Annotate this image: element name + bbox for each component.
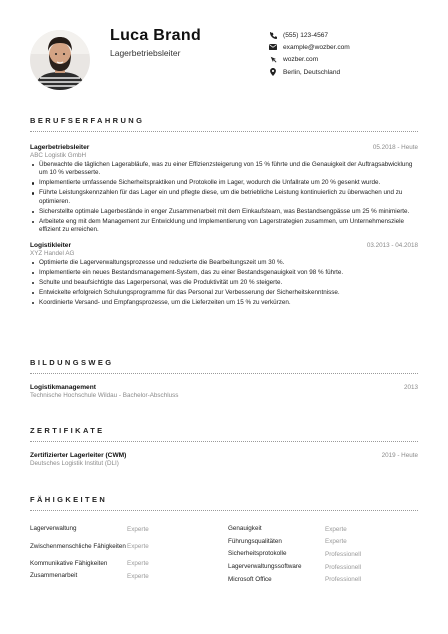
- skill-item: [30, 558, 210, 571]
- skill-name: Zusammenarbeit: [30, 572, 78, 580]
- skill-level: Experte: [127, 525, 149, 533]
- skill-item: [228, 548, 408, 561]
- job-bullet: Schulte und beaufsichtigte das Lagerpersonal, was die Produktivität um 20 % steigerte.: [30, 279, 418, 287]
- skill-level: Experte: [127, 543, 149, 551]
- job-bullets: [30, 259, 418, 307]
- skill-level: Professionell: [325, 550, 362, 558]
- job-dates: 05.2018 - Heute: [372, 144, 418, 151]
- skill-name: Genauigkeit: [228, 525, 262, 533]
- skill-name: Sicherheitsprotokolle: [228, 550, 287, 558]
- skill-level: Experte: [127, 560, 149, 568]
- certificate-issuer: Deutsches Logistik Institut (DLI): [30, 460, 119, 467]
- job-bullet: Führte Leistungskennzahlen für das Lager ein und pflegte diese, um die betriebliche Leistung kontinuierlich zu überwachen und zu optimieren.: [30, 189, 418, 206]
- job-title: Lagerbetriebsleiter: [30, 144, 90, 151]
- skill-item: [228, 523, 408, 536]
- certificates-heading: ZERTIFIKATE: [30, 426, 105, 435]
- job-dates: 03.2013 - 04.2018: [366, 241, 418, 249]
- education-heading: BILDUNGSWEG: [30, 358, 114, 367]
- job-bullet: Implementierte umfassende Sicherheitspraktiken und Protokolle im Lager, wodurch die Unfallrate um 20 % gesenkt wurde.: [30, 179, 418, 187]
- job-bullets: [30, 161, 418, 235]
- certificate-dates: 2019 - Heute: [381, 452, 418, 459]
- job-bullet: Entwickelte erfolgreich Schulungsprogramme für das Personal zur Verbesserung der Sicherheitskenntnisse.: [30, 289, 418, 297]
- skill-level: Experte: [127, 572, 149, 580]
- link-icon: [269, 56, 277, 64]
- section-divider: [30, 131, 418, 132]
- candidate-title: Lagerbetriebsleiter: [110, 48, 181, 58]
- contact-phone-text: (555) 123-4567: [283, 31, 329, 39]
- job-company: ABC Logistik GmbH: [30, 152, 86, 159]
- contact-website-text: wozber.com: [283, 56, 319, 64]
- job-company: XYZ Handel AG: [30, 249, 75, 257]
- skill-item: [228, 573, 408, 586]
- job-bullet: Implementierte ein neues Bestandsmanagement-System, das zu einer Bestandsgenauigkeit von 98 % führte.: [30, 269, 418, 277]
- education-institution: Technische Hochschule Wildau - Bachelor-Abschluss: [30, 392, 179, 399]
- skill-name: Microsoft Office: [228, 575, 272, 583]
- skills-heading: FÄHIGKEITEN: [30, 495, 108, 504]
- skill-item: [30, 570, 210, 583]
- education-title: Logistikmanagement: [30, 384, 96, 391]
- skill-level: Professionell: [325, 563, 362, 571]
- skill-level: Professionell: [325, 576, 362, 584]
- education-dates: 2013: [403, 384, 418, 391]
- contact-email[interactable]: [269, 41, 350, 53]
- skill-item: [228, 561, 408, 574]
- skill-name: Zwischenmenschliche Fähigkeiten: [30, 542, 126, 550]
- job-bullet: Koordinierte Versand- und Empfangsprozesse, um die Lieferzeiten um 15 % zu verkürzen.: [30, 299, 418, 307]
- job-bullet: Überwachte die täglichen Lagerabläufe, was zu einer Effizienzsteigerung von 15 % führte und die Genauigkeit der Auftragsabwicklung um 10 % verbesserte.: [30, 161, 418, 178]
- contact-email-text: example@wozber.com: [283, 43, 350, 51]
- skill-name: Lagerverwaltung: [30, 525, 77, 533]
- contact-location-text: Berlin, Deutschland: [283, 68, 341, 76]
- education-entry: [30, 384, 418, 399]
- skill-level: Experte: [325, 538, 347, 546]
- skill-item: [30, 536, 210, 558]
- skills-column-left: [30, 523, 210, 583]
- contact-list: [269, 29, 350, 78]
- contact-phone[interactable]: [269, 29, 350, 41]
- mail-icon: [269, 43, 277, 51]
- avatar: [30, 30, 90, 90]
- skills-grid: [30, 523, 418, 593]
- contact-location: [269, 66, 350, 78]
- phone-icon: [269, 31, 277, 39]
- skills-section: [30, 495, 418, 593]
- skill-level: Experte: [325, 525, 347, 533]
- section-divider: [30, 510, 418, 511]
- skills-column-right: [228, 523, 408, 586]
- job-bullet: Sicherstellte optimale Lagerbestände in enger Zusammenarbeit mit dem Einkaufsteam, was Bestandsengpässe um 25 % minimierte.: [30, 208, 418, 216]
- education-section: [30, 358, 418, 399]
- skill-name: Kommunikative Fähigkeiten: [30, 559, 108, 567]
- skill-name: Führungsqualitäten: [228, 537, 282, 545]
- certificates-section: [30, 426, 418, 467]
- experience-heading: BERUFSERFAHRUNG: [30, 116, 145, 125]
- certificate-title: Zertifizierter Lagerleiter (CWM): [30, 452, 127, 459]
- job-entry: [30, 144, 418, 235]
- contact-website[interactable]: [269, 54, 350, 66]
- candidate-name: Luca Brand: [110, 27, 202, 44]
- certificate-entry: [30, 452, 418, 467]
- skill-item: [30, 523, 210, 536]
- skill-name: Lagerverwaltungssoftware: [228, 563, 302, 571]
- skill-item: [228, 536, 408, 549]
- section-divider: [30, 373, 418, 374]
- job-bullet: Optimierte die Lagerverwaltungsprozesse und reduzierte die Bearbeitungszeit um 30 %.: [30, 259, 418, 267]
- section-divider: [30, 441, 418, 442]
- location-pin-icon: [269, 68, 277, 76]
- job-entry: [30, 242, 418, 307]
- experience-section: [30, 116, 418, 309]
- job-bullet: Arbeitete eng mit dem Management zur Entwicklung und Implementierung von Lagerstrategien zusammen, um Unternehmensziele effizient zu erreichen.: [30, 218, 418, 235]
- job-title: Logistikleiter: [30, 241, 72, 249]
- avatar-photo: [30, 30, 90, 90]
